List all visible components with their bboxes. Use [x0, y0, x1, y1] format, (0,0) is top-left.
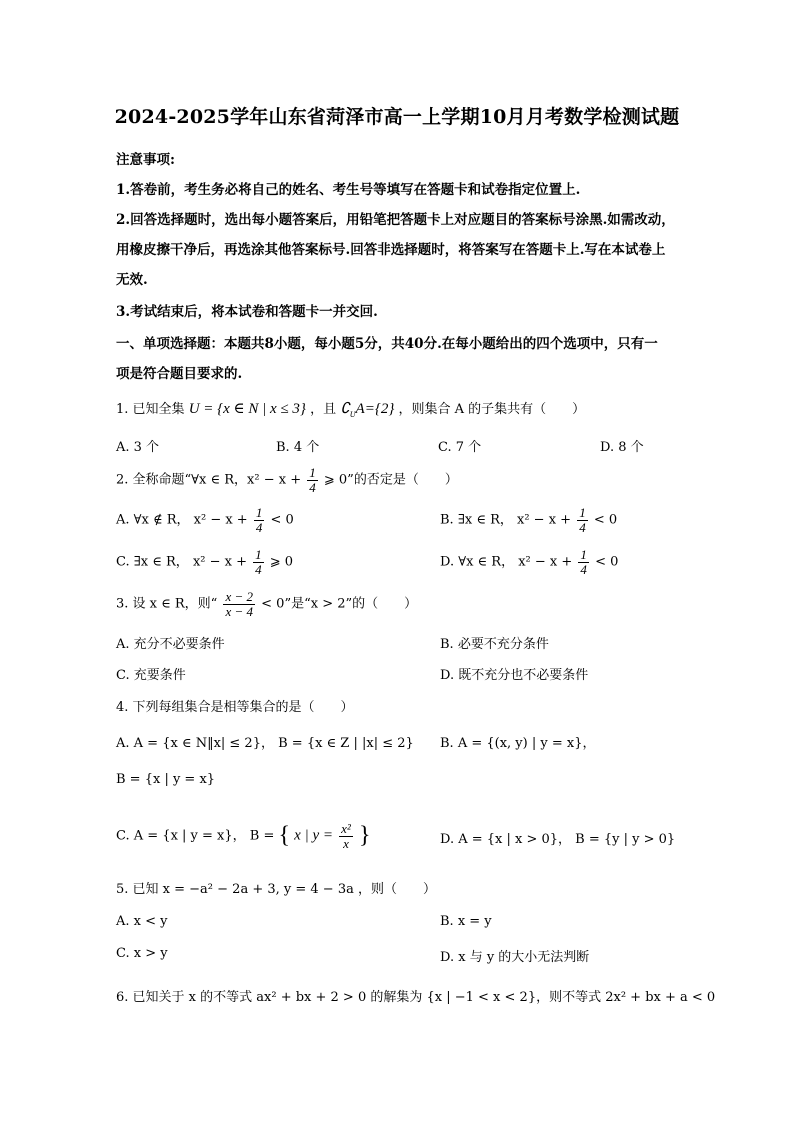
q2-option-a-num: 1 [255, 505, 263, 520]
q2-option-d-prefix: D. ∀x ∈ R， x² − x + [440, 554, 573, 570]
q1-complement-symbol: ∁ [340, 401, 350, 417]
question-1-stem [116, 398, 585, 419]
q2-option-b-den: 4 [579, 519, 586, 535]
q1-complement-subscript: U [349, 410, 356, 419]
q3-option-d: D. 既不充分也不必要条件 [440, 668, 589, 683]
q1-universal-set: U = {x ∈ N | x ≤ 3} [188, 401, 306, 417]
q2-option-a [116, 506, 294, 534]
q2-option-a-prefix: A. ∀x ∉ R， x² − x + [116, 512, 248, 528]
q2-option-d-num: 1 [580, 547, 587, 562]
q2-option-c-prefix: C. ∃x ∈ R， x² − x + [116, 554, 247, 570]
q1-complement [340, 401, 394, 417]
q2-stem-suffix: ⩾ 0”的否定是（ ） [323, 472, 458, 488]
q2-option-b-fraction [577, 506, 588, 534]
q1-option-c: C. 7 个 [438, 440, 482, 455]
q4-option-c-fraction [339, 822, 353, 850]
q5-option-b: B. x = y [440, 914, 492, 929]
q2-option-d-den: 4 [580, 561, 587, 577]
q2-option-a-suffix: < 0 [270, 512, 294, 528]
q5-option-d: D. x 与 y 的大小无法判断 [440, 950, 590, 965]
q2-option-c-num: 1 [255, 547, 262, 562]
q4-option-a: A. A = {x ∈ N‖x| ≤ 2}， B = {x ∈ Z | |x| ≤ 2} [116, 736, 414, 751]
q1-stem-suffix: ，则集合 A 的子集共有（ ） [398, 402, 586, 417]
notice-item-2-line-2: 用橡皮擦干净后，再选涂其他答案标号.回答非选择题时，将答案写在答题卡上.写在本试卷上 [116, 242, 666, 258]
q4-option-c-right-brace: } [358, 822, 371, 849]
q2-option-b-num: 1 [579, 505, 586, 520]
q4-option-d: D. A = {x | x > 0}， B = {y | y > 0} [440, 832, 676, 847]
notice-item-2-line-1: 2.回答选择题时，选出每小题答案后，用铅笔把答题卡上对应题目的答案标号涂黑.如需改动， [116, 212, 675, 228]
q3-fraction-num: x − 2 [225, 589, 254, 604]
q4-option-c-prefix: C. A = {x | y = x}， B = [116, 828, 275, 844]
q4-option-b-line-2: B = {x | y = x} [116, 772, 216, 787]
q2-option-c-den: 4 [255, 561, 262, 577]
q1-option-b: B. 4 个 [276, 440, 320, 455]
q2-option-b-suffix: < 0 [593, 512, 618, 528]
q2-stem-prefix: 2. 全称命题“∀x ∈ R，x² − x + [116, 472, 302, 488]
q3-option-b: B. 必要不充分条件 [440, 637, 549, 652]
notice-heading: 注意事项: [116, 152, 175, 168]
q3-stem-suffix: < 0”是“x > 2”的（ ） [261, 596, 418, 612]
q4-option-c-num: x² [341, 821, 351, 836]
q3-option-a: A. 充分不必要条件 [116, 637, 225, 652]
section-1-heading-line-2: 项是符合题目要求的. [116, 366, 243, 382]
q2-option-c [116, 548, 293, 576]
q1-stem-prefix: 1. 已知全集 [116, 402, 185, 417]
q4-option-c-den: x [343, 835, 349, 851]
q1-option-d: D. 8 个 [600, 440, 644, 455]
question-2-stem [116, 466, 458, 494]
q3-fraction [223, 590, 255, 618]
q1-complement-rest: A={2} [355, 401, 395, 417]
q5-option-c: C. x > y [116, 946, 168, 961]
q1-stem-mid: ，且 [310, 402, 337, 417]
q2-fraction [307, 466, 318, 494]
q4-option-c-left-brace: { [278, 822, 291, 849]
question-4-stem: 4. 下列每组集合是相等集合的是（ ） [116, 700, 354, 715]
q2-option-a-den: 4 [255, 519, 263, 535]
notice-item-1: 1.答卷前，考生务必将自己的姓名、考生号等填写在答题卡和试卷指定位置上. [116, 182, 581, 198]
q2-fraction-num: 1 [309, 465, 316, 480]
q4-option-c-set-body: x | y = [294, 827, 333, 844]
q4-option-b-line-1: B. A = {(x, y) | y = x}， [440, 736, 596, 751]
notice-item-2-line-3: 无效. [116, 272, 148, 288]
q3-stem-prefix: 3. 设 x ∈ R，则“ [116, 596, 218, 612]
q2-option-d [440, 548, 618, 576]
notice-item-3: 3.考试结束后，将本试卷和答题卡一并交回. [116, 304, 378, 320]
question-3-stem [116, 590, 417, 618]
q2-option-b [440, 506, 617, 534]
q3-fraction-den: x − 4 [225, 603, 254, 619]
page-title: 2024-2025学年山东省菏泽市高一上学期10月月考数学检测试题 [114, 106, 680, 128]
question-6-stem: 6. 已知关于 x 的不等式 ax² + bx + 2 > 0 的解集为 {x | −1 < x < 2}，则不等式 2x² + bx + a < 0 [116, 990, 716, 1005]
q1-option-a: A. 3 个 [116, 440, 160, 455]
q3-option-c: C. 充要条件 [116, 668, 186, 683]
q4-option-c [116, 822, 370, 850]
q2-option-b-prefix: B. ∃x ∈ R， x² − x + [440, 512, 572, 528]
q2-option-d-fraction [578, 548, 589, 576]
section-1-heading-line-1: 一、单项选择题：本题共8小题，每小题5分，共40分.在每小题给出的四个选项中，只有一 [116, 336, 658, 352]
q5-option-a: A. x < y [116, 914, 168, 929]
question-5-stem: 5. 已知 x = −a² − 2a + 3, y = 4 − 3a ，则（ ） [116, 882, 436, 897]
q2-fraction-den: 4 [309, 479, 316, 495]
q2-option-c-fraction [253, 548, 264, 576]
q2-option-d-suffix: < 0 [595, 554, 619, 570]
q2-option-a-fraction [254, 506, 265, 534]
q2-option-c-suffix: ⩾ 0 [269, 554, 294, 570]
